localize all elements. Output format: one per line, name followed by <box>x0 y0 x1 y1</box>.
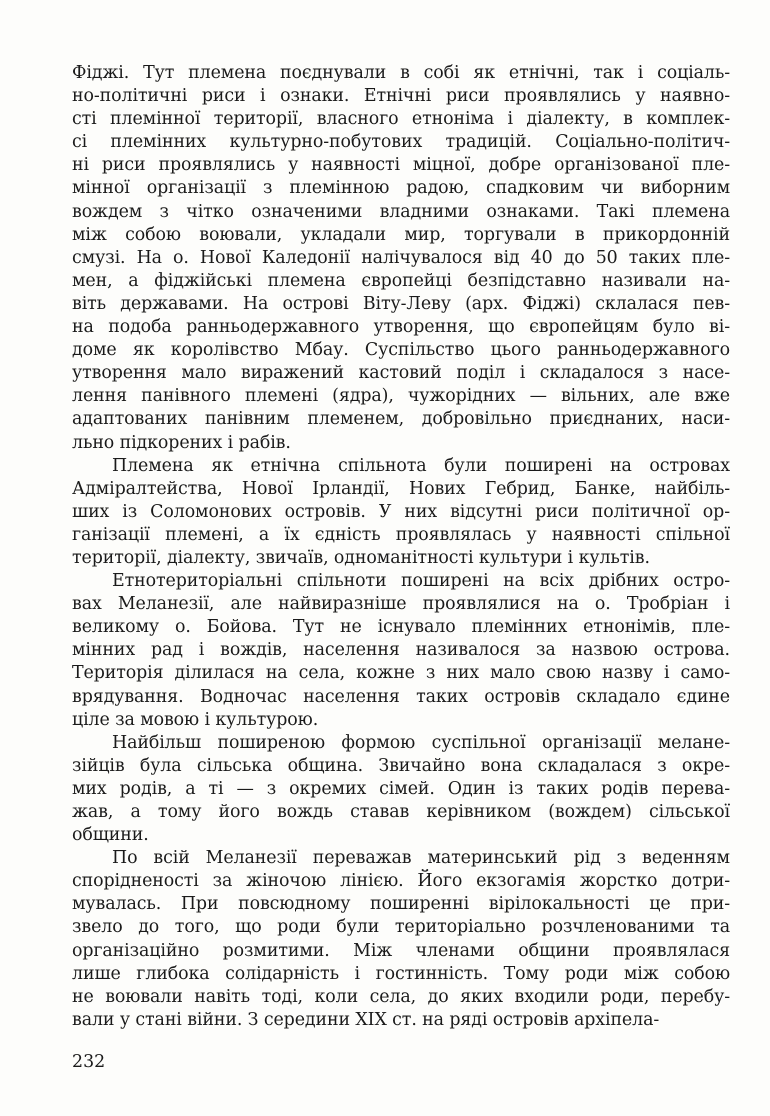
paragraph <box>72 570 730 732</box>
text-line: ні риси проявлялись у наявності міцної, добре організованої пле- <box>72 155 730 176</box>
paragraph <box>72 732 730 847</box>
text-line: великому о. Бойова. Тут не існувало племінних етнонімів, пле- <box>72 617 730 638</box>
paragraph <box>72 62 730 455</box>
text-line: між собою воювали, укладали мир, торгували в прикордонній <box>72 224 730 245</box>
text-line: мих родів, а ті — з окремих сімей. Один із таких родів перева- <box>72 778 730 799</box>
text-line: Фіджі. Тут племена поєднували в собі як етнічні, так і соціаль- <box>72 63 730 83</box>
text-line: Адміралтейства, Нової Ірландії, Нових Гебрид, Банке, найбіль- <box>72 478 730 499</box>
text-line: Найбільш поширеною формою суспільної організації мелане- <box>112 732 730 753</box>
text-line: жав, а тому його вождь ставав керівником (вождем) сільської <box>72 802 730 822</box>
text-line: врядування. Водночас населення таких островів складало єдине <box>72 686 730 707</box>
text-line: мен, а фіджійські племена європейці безпідставно називали на- <box>72 270 730 291</box>
text-line: Етнотериторіальні спільноти поширені на всіх дрібних остро- <box>112 571 730 592</box>
text-line: мувалась. При повсюдному поширенні вірілокальності це при- <box>72 894 730 915</box>
text-line: мінних рад і вождів, населення називалося за назвою острова. <box>72 640 730 661</box>
text-line: вах Меланезії, але найвиразніше проявлялися на о. Тробріан і <box>72 594 730 615</box>
text-line: доме як королівство Мбау. Суспільство цього ранньодержавного <box>72 340 730 361</box>
text-line: вали у стані війни. З середини XIX ст. на ряді островів архіпела- <box>72 1009 660 1030</box>
text-line: на подоба ранньодержавного утворення, що європейцям було ві- <box>72 317 730 338</box>
text-line: території, діалекту, звичаїв, одноманітності культури і культів. <box>72 547 650 568</box>
text-line: льно підкорених і рабів. <box>72 432 291 453</box>
body-text <box>72 62 730 1032</box>
text-line: мінної організації з племінною радою, спадковим чи виборним <box>72 178 730 199</box>
text-line: звело до того, що роди були територіально розчленованими та <box>72 917 730 938</box>
text-line: Племена як етнічна спільнота були поширені на островах <box>112 455 730 476</box>
text-line: общини. <box>72 825 149 846</box>
text-line: вождем з чітко означеними владними ознаками. Такі племена <box>72 201 730 222</box>
text-line: смузі. На о. Нової Каледонії налічувалося від 40 до 50 таких пле- <box>72 247 730 268</box>
text-line: Територія ділилася на села, кожне з них мало свою назву і само- <box>72 663 730 684</box>
text-line: утворення мало виражений кастовий поділ і складалося з насе- <box>72 363 730 384</box>
text-line: ших із Соломонових островів. У них відсутні риси політичної ор- <box>72 501 730 522</box>
text-line: організаційно розмитими. Між членами общини проявлялася <box>72 940 730 961</box>
text-line: віть державами. На острові Віту-Леву (арх. Фіджі) склалася пев- <box>72 293 730 314</box>
text-line: сті племінної території, власного етноніма і діалекту, в комплек- <box>72 109 730 130</box>
text-line: лення панівного племені (ядра), чужорідних — вільних, але вже <box>72 386 730 407</box>
text-line: лише глибока солідарність і гостинність. Тому роди між собою <box>72 963 730 984</box>
text-line: ганізації племені, а їх єдність проявлялась у наявності спільної <box>72 524 730 545</box>
paragraph <box>72 455 730 570</box>
text-line: По всій Меланезії переважав материнський рід з веденням <box>112 848 730 869</box>
text-line: адаптованих панівним племенем, добровільно приєднаних, наси- <box>72 409 730 430</box>
text-line: ціле за мовою і культурою. <box>72 709 319 730</box>
text-line: сі племінних культурно-побутових традицій. Соціально-політич- <box>72 132 730 153</box>
text-line: но-політичні риси і ознаки. Етнічні риси проявлялись у наявно- <box>72 86 730 107</box>
text-line: зійців була сільська община. Звичайно вона складалася з окре- <box>72 755 730 776</box>
paragraph <box>72 847 730 1032</box>
text-line: не воювали навіть тоді, коли села, до яких входили роди, перебу- <box>72 986 730 1007</box>
page-number: 232 <box>72 1052 106 1072</box>
text-line: спорідненості за жіночою лінією. Його екзогамія жорстко дотри- <box>72 871 730 892</box>
